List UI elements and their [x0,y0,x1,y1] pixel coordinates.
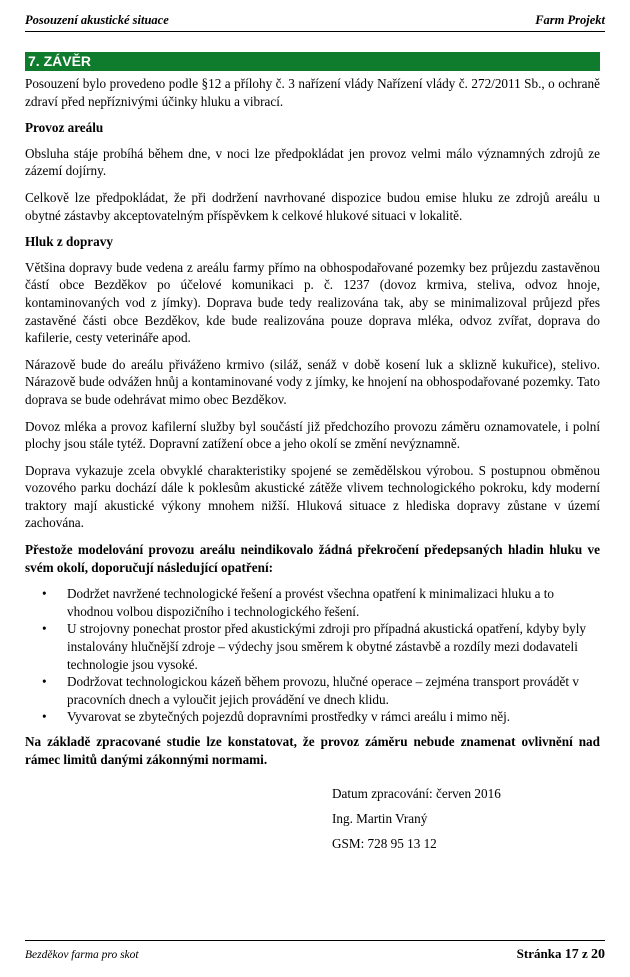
page-header [25,9,605,32]
page-total: 20 [591,947,605,962]
page-current: 17 [564,947,579,962]
list-item-text: Vyvarovat se zbytečných pojezdů dopravními prostředky v rámci areálu i mimo něj. [67,709,511,725]
header-document-title: Posouzení akustické situace [25,13,169,27]
header-company: Farm Projekt [535,13,605,27]
section-title: 7. ZÁVĚR [25,52,600,71]
page-footer [25,940,605,965]
list-item [25,708,600,726]
provoz-heading: Provoz areálu [25,120,104,136]
doprava-paragraph-4: Doprava vykazuje zcela obvyklé charakteristiky spojené se zemědělskou výrobou. S postupnou obměnou vozového parku dochází dále k poklesům akustické zátěže vlivem technologického pokroku, kdy moderní traktory mají akustické výkony mnohem nižší. Hluková situace z hlediska dopravy zůstane v území zachována. [25,462,600,531]
author-phone: GSM: 728 95 13 12 [332,836,437,851]
signature-block [332,781,501,856]
list-item-text: Dodržovat technologickou kázeň během provozu, hlučné operace – zejména transport provádět v pracovních dnech a vyloučit jejich provádění ve dnech klidu. [67,674,579,707]
list-item-text: U strojovny ponechat prostor před akustickými zdroji pro případná akustická opatření, kdyby byly instalovány hlučnější zdroje – výdechy jsou směrem k obytné zástavbě a rozdíly mezi dodavateli technologie jsou vysoké. [67,621,586,672]
provoz-paragraph-1: Obsluha stáje probíhá během dne, v noci lze předpokládat jen provoz velmi málo významných zdrojů ze zázemí dojírny. [25,145,600,179]
processing-date: Datum zpracování: červen 2016 [332,786,501,801]
bullet-icon: • [42,586,47,602]
conclusion-paragraph: Na základě zpracované studie lze konstatovat, že provoz záměru nebude znamenat ovlivnění nad rámec limitů danými zákonnými normami. [25,734,600,767]
bullet-icon: • [42,674,47,690]
page-label: Stránka [516,946,565,961]
document-body [25,75,600,777]
list-item [25,585,600,620]
list-item [25,620,600,673]
doprava-paragraph-1: Většina dopravy bude vedena z areálu farmy přímo na obhospodařované pozemky bez průjezdu zastavěnou částí obce Bezděkov po účelové komunikaci p. č. 1237 (dovoz krmiva, steliva, odvoz hnoje, kontaminovaných vod z jímky). Doprava bude tedy realizována tak, aby se minimalizoval průjezd přes zastavěné části obce Bezděkov, kde bude realizována pouze doprava mléka, odvoz zvířat, doprava do kafilerie, cesty veterináře apod. [25,259,600,346]
footer-project-name: Bezděkov farma pro skot [25,949,139,961]
doprava-paragraph-2: Nárazově bude do areálu přiváženo krmivo (siláž, senáž v době kosení luk a sklizně kukuřice), stelivo. Nárazově bude odvážen hnůj a kontaminované vody z jímky, ke hnojení na obhospodařované pozemky. Tato doprava se bude odehrávat mimo obec Bezděkov. [25,356,600,407]
recommendations-list [25,585,600,726]
list-item-text: Dodržet navržené technologické řešení a provést všechna opatření k minimalizaci hluku a to vhodnou volbou dispozičního i technologického řešení. [67,586,555,619]
bullet-icon: • [42,709,47,725]
intro-paragraph: Posouzení bylo provedeno podle §12 a přílohy č. 3 nařízení vlády Nařízení vlády č. 272/2011 Sb., o ochraně zdraví před nepříznivými účinky hluku a vibrací. [25,76,600,109]
doprava-heading: Hluk z dopravy [25,234,113,250]
page-separator: z [578,946,591,961]
list-item [25,673,600,708]
bullet-icon: • [42,621,47,637]
provoz-paragraph-2: Celkově lze předpokládat, že při dodržení navrhované dispozice budou emise hluku ze zdrojů areálu u obytné zástavby akceptovatelným příspěvkem k celkové hlukové situaci v lokalitě. [25,189,600,223]
doprava-paragraph-3: Dovoz mléka a provoz kafilerní služby byl součástí již předchozího provozu záměru oznamovatele, i polní plochy jsou stále tytéž. Dopravní zatížení obce a jeho okolí se změní nevýznamně. [25,418,600,452]
author-name: Ing. Martin Vraný [332,811,428,826]
recommendations-intro: Přestože modelování provozu areálu neindikovalo žádná překročení předepsaných hladin hluku ve svém okolí, doporučují následující opatření: [25,542,600,575]
page-number [517,945,605,964]
